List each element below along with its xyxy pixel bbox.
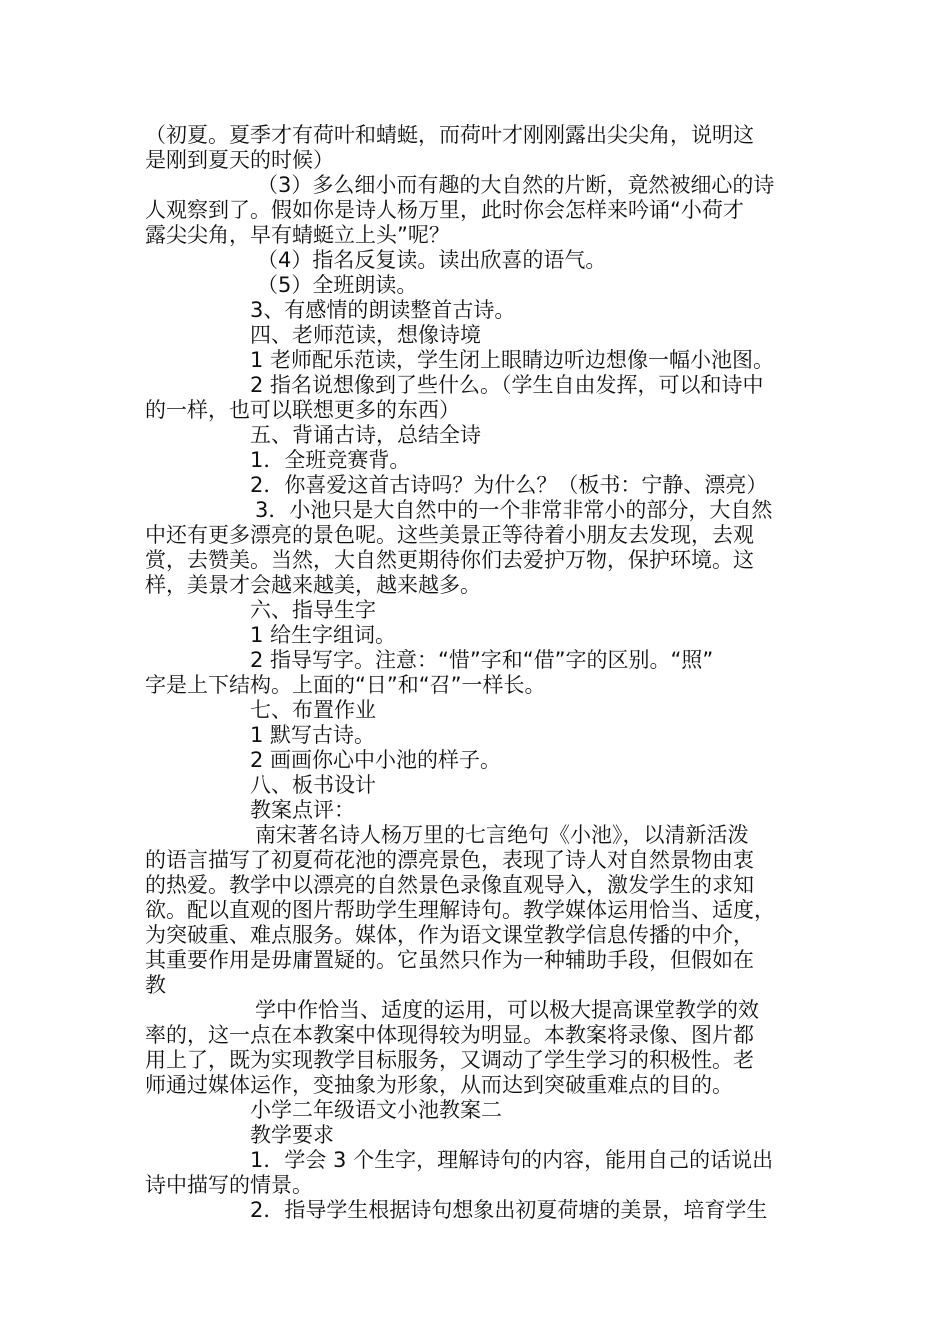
text-line: 中还有更多漂亮的景色呢。这些美景正等待着小朋友去发现，去观 — [145, 523, 754, 547]
text-line: 1 默写古诗。 — [250, 723, 376, 747]
text-line: 2 画画你心中小池的样子。 — [250, 748, 502, 772]
text-line: （初夏。夏季才有荷叶和蜻蜓，而荷叶才刚刚露出尖尖角，说明这 — [145, 123, 754, 147]
text-line: 欲。配以直观的图片帮助学生理解诗句。教学媒体运用恰当、适度， — [145, 898, 775, 922]
text-line: 1 给生字组词。 — [250, 623, 397, 647]
text-line: 1 老师配乐范读，学生闭上眼睛边听边想像一幅小池图。 — [250, 348, 775, 372]
text-line: 其重要作用是毋庸置疑的。它虽然只作为一种辅助手段，但假如在 — [145, 948, 754, 972]
text-line: 南宋著名诗人杨万里的七言绝句《小池》，以清新活泼 — [255, 823, 749, 847]
text-line: 诗中描写的情景。 — [145, 1173, 313, 1197]
text-line: 五、背诵古诗，总结全诗 — [250, 423, 481, 447]
text-line: 教案点评： — [250, 798, 355, 822]
text-line: 2．你喜爱这首古诗吗？为什么？（板书：宁静、漂亮） — [250, 473, 768, 497]
text-line: 露尖尖角，早有蜻蜓立上头”呢？ — [145, 223, 450, 247]
text-line: （3）多么细小而有趣的大自然的片断，竟然被细心的诗 — [257, 173, 775, 197]
text-line: 八、板书设计 — [250, 773, 376, 797]
text-line: 样，美景才会越来越美，越来越多。 — [145, 573, 481, 597]
text-line: 师通过媒体运作，变抽象为形象，从而达到突破重难点的目的。 — [145, 1073, 733, 1097]
text-line: 1．全班竞赛背。 — [250, 448, 411, 472]
text-line: 六、指导生字 — [250, 598, 376, 622]
text-line: 是刚到夏天的时候） — [145, 148, 334, 172]
text-line: 人观察到了。假如你是诗人杨万里，此时你会怎样来吟诵“小荷才 — [145, 198, 744, 222]
document-page — [145, 123, 817, 1223]
text-line: 2．指导学生根据诗句想象出初夏荷塘的美景，培育学生 — [250, 1198, 768, 1222]
text-line: 赏，去赞美。当然，大自然更期待你们去爱护万物，保护环境。这 — [145, 548, 754, 572]
text-line: 的一样，也可以联想更多的东西） — [145, 398, 460, 422]
text-line: 为突破重、难点服务。媒体，作为语文课堂教学信息传播的中介， — [145, 923, 754, 947]
text-line: 小学二年级语文小池教案二 — [250, 1098, 502, 1122]
text-line: 字是上下结构。上面的“日”和“召”一样长。 — [145, 673, 546, 697]
text-line: 教 — [145, 973, 166, 997]
text-line: 的语言描写了初夏荷花池的漂亮景色，表现了诗人对自然景物由衷 — [145, 848, 754, 872]
text-line: （5）全班朗读。 — [257, 273, 418, 297]
text-line: 学中作恰当、适度的运用，可以极大提高课堂教学的效 — [255, 998, 759, 1022]
text-line: 1．学会 3 个生字，理解诗句的内容，能用自己的话说出 — [250, 1148, 774, 1172]
text-line: 3、有感情的朗读整首古诗。 — [250, 298, 516, 322]
text-line: 3．小池只是大自然中的一个非常非常小的部分，大自然 — [255, 498, 773, 522]
text-line: 的热爱。教学中以漂亮的自然景色录像直观导入，激发学生的求知 — [145, 873, 754, 897]
text-line: 四、老师范读，想像诗境 — [250, 323, 481, 347]
text-line: 率的，这一点在本教案中体现得较为明显。本教案将录像、图片都 — [145, 1023, 754, 1047]
text-line: 七、布置作业 — [250, 698, 376, 722]
text-line: 教学要求 — [250, 1123, 334, 1147]
text-line: 2 指导写字。注意：“惜”字和“借”字的区别。“照” — [250, 648, 714, 672]
text-line: 用上了，既为实现教学目标服务，又调动了学生学习的积极性。老 — [145, 1048, 754, 1072]
text-line: （4）指名反复读。读出欣喜的语气。 — [257, 248, 607, 272]
text-line: 2 指名说想像到了些什么。（学生自由发挥，可以和诗中 — [250, 373, 764, 397]
